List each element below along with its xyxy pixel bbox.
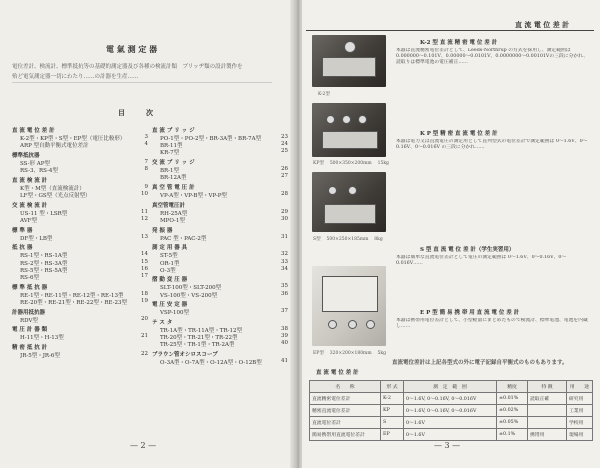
toc-entry-page: 39	[281, 333, 288, 340]
table-cell: 学校用	[567, 417, 593, 429]
toc-entry-name: OR-1型	[160, 260, 180, 267]
toc-entry[interactable]	[160, 308, 288, 316]
table-header-row	[310, 381, 593, 393]
toc-entry-name: O-3A型・O-7A型・O-12A型・O-12B型	[160, 360, 262, 367]
knob-icon	[348, 186, 357, 195]
toc-entry-page: 3	[144, 134, 148, 140]
table-cell: 直流電位差計	[310, 417, 381, 429]
toc-entry[interactable]	[160, 148, 288, 156]
toc-entry-page: 20	[141, 315, 148, 322]
toc-entry-page: 40	[281, 340, 288, 347]
ep-potentiometer-photo	[312, 266, 386, 346]
toc-entry[interactable]	[160, 358, 288, 366]
toc-entry-page: 7	[144, 158, 148, 165]
toc-entry[interactable]	[20, 333, 148, 341]
toc-section-heading: 発 振 器	[152, 227, 173, 234]
instrument-panel	[324, 204, 376, 224]
toc-entry-name: O-3型	[160, 267, 176, 274]
section-title-ep: E P 型 簡 易 携 帯 用 直 流 電 位 差 計	[420, 310, 520, 316]
toc-section-heading: 直 流 検 流 計	[12, 177, 48, 184]
section-text-ep: 本器は携帯用電位差計として、小型軽量にまとめたもので検流計、標準電池、電池を内蔵し……	[396, 318, 588, 330]
table-caption: 直 流 電 位 差 計	[316, 370, 359, 376]
table-cell: ±0.01%	[497, 393, 528, 405]
toc-section-heading: 真空管電圧計	[152, 202, 186, 209]
toc-entry-name: BR-12A型	[160, 175, 187, 182]
toc-entry-page: 32	[281, 251, 288, 258]
toc-section-heading: ブラウン管オシロスコープ	[152, 352, 218, 359]
toc-section-heading: 真 空 管 電 圧 計	[152, 185, 195, 191]
table-cell: 簡易携帯用直流電位差計	[310, 429, 381, 441]
table-cell: 現場用	[567, 429, 593, 441]
toc-entry-name: SS-形 AP型	[20, 160, 50, 167]
toc-section-heading: 交 流 検 流 計	[12, 202, 48, 209]
toc-entry-name: VP-A型・VP-B型・VP-P型	[160, 193, 227, 199]
table-header: 精度	[497, 381, 528, 393]
toc-entry-page: 27	[281, 173, 288, 180]
table-cell	[528, 405, 567, 417]
toc-entry-name: VS-100型・VS-200型	[160, 292, 218, 299]
table-header: 特 徴	[528, 381, 567, 393]
table-cell: EP	[381, 429, 404, 441]
toc-entry-name: VSP-100型	[160, 310, 189, 317]
table-row	[310, 417, 593, 429]
toc-entry-name: KR-7型	[160, 150, 180, 157]
left-page	[0, 0, 294, 468]
table-cell: KP	[381, 405, 404, 417]
toc-entry-page: 13	[141, 233, 148, 240]
toc-entry-page: 14	[141, 251, 148, 258]
toc-section-heading: 標 準 器	[12, 227, 33, 234]
toc-entry-name: RS-2型・RS-3A型	[20, 260, 68, 267]
toc-entry[interactable]	[20, 166, 148, 174]
toc-entry-page: 10	[141, 191, 148, 197]
table-note: 直流電位差計は上記各型式の外に電子記録自平衡式のものもあります。	[392, 360, 568, 366]
toc-entry-page: 18	[141, 290, 148, 297]
spec-table	[309, 380, 593, 441]
toc-entry[interactable]	[160, 291, 288, 299]
photo-caption-s: S型 500×250×185mm 8kg	[313, 237, 383, 242]
toc-entry[interactable]	[20, 316, 148, 324]
toc-entry-page: 41	[281, 358, 288, 365]
toc-section-heading: テ ス タ	[152, 320, 173, 326]
toc-entry-page: 23	[281, 134, 288, 140]
instrument-panel	[322, 57, 376, 77]
toc-entry-name: MPO-1型	[160, 217, 185, 224]
toc-section-heading: 標準抵抗器	[12, 152, 40, 159]
toc-entry-name: AVF型	[20, 217, 37, 224]
toc-section-heading: 摺 動 変 圧 器	[152, 277, 188, 284]
toc-section-heading: 電 圧 計 器 類	[12, 327, 48, 334]
photo-caption-k2: K-2型	[318, 92, 330, 97]
header-rule	[306, 30, 594, 31]
toc-entry-name: ST-5型	[160, 253, 178, 260]
table-cell: K-2	[381, 393, 404, 405]
toc-entry-name: RS-3、RS-4型	[20, 168, 58, 175]
toc-entry[interactable]	[20, 234, 148, 242]
s-potentiometer-photo	[312, 172, 386, 232]
toc-entry-name: PAC 型・PAC-2型	[160, 235, 207, 242]
toc-entry-page: 25	[281, 148, 288, 155]
table-cell: 0～1.6V	[404, 417, 497, 429]
toc-entry-name: RH-25A型	[160, 210, 188, 217]
toc-entry-name: RS-1型・RS-1A型	[20, 253, 68, 260]
left-page-heading: 電 氣 測 定 器	[106, 44, 158, 54]
toc-entry-name: SLT-100型・SLT-200型	[160, 285, 222, 292]
table-row	[310, 393, 593, 405]
knob-icon	[366, 320, 375, 329]
table-cell: 0～1.6V, 0～0.16V, 0～0.016V	[404, 393, 497, 405]
toc-entry[interactable]	[20, 191, 148, 199]
toc-entry-name: US-11 型・LSR型	[20, 210, 68, 217]
toc-entry-page: 16	[141, 265, 148, 272]
right-page-number: — 3 —	[434, 441, 461, 450]
toc-entry-name: ARP 型自動平衡式電位差計	[20, 143, 89, 150]
toc-entry[interactable]	[20, 298, 148, 306]
toc-entry-page: 34	[281, 265, 288, 272]
toc-entry-name: LF型・GS型（光点反射型）	[20, 193, 91, 199]
toc-entry-page: 28	[281, 191, 288, 197]
toc-section-heading: 電 圧 安 定 器	[152, 302, 188, 309]
photo-caption-kp: KP型 500×350×200mm 15kg	[313, 161, 389, 166]
toc-entry-name: RE-1型・RE-11型・RE-12型・RE-13型	[20, 292, 124, 299]
toc-entry-page: 30	[281, 215, 288, 222]
table-cell: 精密直流電位差計	[310, 405, 381, 417]
toc-entry-name: K型・M型（直流検流計）	[20, 185, 85, 192]
table-cell: S	[381, 417, 404, 429]
table-cell: 直流精密電位差計	[310, 393, 381, 405]
toc-section-heading: 測 定 用 器 具	[152, 245, 188, 252]
toc-entry-page: 37	[281, 308, 288, 315]
toc-entry-name: RDV型	[20, 317, 38, 324]
toc-entry-page: 8	[144, 166, 148, 173]
toc-entry-page: 29	[281, 208, 288, 215]
toc-entry[interactable]	[160, 266, 288, 274]
table-row	[310, 405, 593, 417]
instrument-panel	[322, 131, 378, 149]
toc-entry[interactable]	[20, 141, 148, 149]
toc-entry-name: JR-5型・JR-6型	[20, 352, 60, 359]
left-page-number: — 2 —	[130, 441, 157, 450]
toc-entry-name: K-2型・KP型・S型・EP型（電圧比較形）	[20, 136, 126, 142]
toc-entry-name: DF型・LB型	[20, 235, 53, 242]
table-cell: ±0.1%	[497, 429, 528, 441]
toc-section-heading: 交 流 ブ リ ッ ジ	[152, 160, 195, 167]
toc-entry-page: 26	[281, 166, 288, 173]
toc-entry-page: 31	[281, 233, 288, 240]
toc-entry-page: 9	[144, 183, 148, 190]
toc-entry-name: TR-25型・TR-1型・TR-2A型	[160, 342, 235, 349]
toc-entry-name: BR-11型	[160, 143, 183, 150]
dial-icon	[344, 41, 356, 53]
table-cell: ±0.05%	[497, 417, 528, 429]
section-title-k2: K-2 型 直 流 精 密 電 位 差 計	[420, 40, 498, 46]
knob-icon	[328, 320, 337, 329]
section-title-kp: K P 型 精 密 直 流 電 位 差 計	[420, 131, 498, 137]
table-cell	[528, 417, 567, 429]
toc-entry-page: 22	[141, 350, 148, 357]
toc-entry-page: 38	[281, 326, 288, 332]
toc-entry-page: 15	[141, 258, 148, 265]
toc-entry[interactable]	[160, 191, 288, 199]
section-text-s: 本器は簡単な直流電位差計として電圧の測定範囲は 0～1.6V、0～0.16V、0～0.016V……	[396, 255, 567, 267]
toc-entry-page: 33	[281, 258, 288, 265]
toc-entry-page: 11	[141, 208, 148, 215]
k2-potentiometer-photo	[312, 35, 386, 87]
intro-line-1: 電位差計、検流計、標準抵抗等の基礎的測定器及び各種の検流計類 ブリッヂ類の設計製作を	[12, 64, 243, 70]
table-cell: ±0.02%	[497, 405, 528, 417]
toc-entry-page: 36	[281, 290, 288, 297]
table-cell: 研究用	[567, 393, 593, 405]
section-text-k2: 本器は直流精密電位差計として、Leeds-Northrup の方式を採用し、測定範囲は 0.000000～0.101V、0.00000～0.0101V、0.0000000～0.00101Vの三段に分かれ、読取りは標準電池の電圧補正……	[396, 48, 589, 66]
table-cell: 読取正確	[528, 393, 567, 405]
table-cell: 0～1.6V	[404, 429, 497, 441]
toc-entry-name: RE-20型・RE-21型・RE-22型・RE-23型	[20, 299, 127, 306]
toc-entry-page: 21	[141, 333, 148, 340]
toc-entry[interactable]	[20, 351, 148, 359]
knob-icon	[342, 115, 351, 124]
section-title-s: S 型 直 流 電 位 差 計（学生実習用）	[420, 247, 515, 253]
toc-entry-name: TR-20型・TR-21型・TR-22型	[160, 335, 238, 342]
table-header: 形 式	[381, 381, 404, 393]
knob-icon	[358, 115, 367, 124]
knob-icon	[328, 186, 337, 195]
right-page-header: 直 流 電 位 差 計	[515, 20, 570, 29]
toc-entry[interactable]	[160, 173, 288, 181]
toc-entry-page: 24	[281, 141, 288, 148]
toc-entry-page: 4	[144, 141, 148, 148]
table-cell: 0～1.6V, 0～0.16V, 0～0.016V	[404, 405, 497, 417]
table-cell: 工業用	[567, 405, 593, 417]
toc-entry-page: 35	[281, 283, 288, 290]
toc-section-heading: 計器用抵抗器	[12, 309, 46, 316]
toc-section-heading: 抵 抗 器	[12, 245, 33, 252]
toc-entry[interactable]	[160, 340, 288, 348]
intro-line-2: 殆ど電気測定器一切にわたり……の計器を生産……	[12, 74, 139, 80]
toc-entry-name: PO-1型・PO-2型・BR-3A型・BR-7A型	[160, 136, 262, 142]
toc-entry-name: H-11型・H-13型	[20, 335, 64, 342]
toc-entry[interactable]	[160, 216, 288, 224]
toc-entry-name: TR-1A型・TR-11A型・TR-12型	[160, 328, 242, 334]
toc-entry-page: 12	[141, 215, 148, 222]
table-header: 名 称	[310, 381, 381, 393]
toc-entry-page: 19	[141, 297, 148, 304]
knob-icon	[326, 115, 335, 124]
toc-entry-name: BR-1型	[160, 168, 180, 175]
toc-entry[interactable]	[20, 273, 148, 281]
knob-icon	[348, 320, 357, 329]
toc-entry-page: 17	[141, 272, 148, 279]
toc-entry[interactable]	[160, 234, 288, 242]
meter-face	[322, 276, 378, 312]
toc-title: 目 次	[118, 108, 153, 117]
photo-caption-ep: EP型 320×200×180mm 5kg	[313, 351, 386, 356]
toc-section-heading: 標 準 抵 抗 器	[12, 284, 48, 291]
toc-entry[interactable]	[20, 216, 148, 224]
table-header: 用 途	[567, 381, 593, 393]
toc-section-heading: 精 密 抵 抗 計	[12, 344, 48, 351]
toc-section-heading: 直 流 ブ リ ッ ジ	[152, 128, 195, 134]
table-cell: 携帯用	[528, 429, 567, 441]
table-header: 測 定 範 囲	[404, 381, 497, 393]
toc-entry-name: RS-6型	[20, 274, 39, 281]
toc-section-heading: 直 流 電 位 差 計	[12, 128, 55, 134]
section-text-kp: 本器は電力又は直流電圧の測定用として直列型式の電位差計で測定範囲は 0～1.6V、0～0.16V、0～0.016V の三段に分かれ……	[396, 139, 588, 151]
intro-divider	[12, 82, 272, 83]
toc-entry-name: RS-5型・RS-5A型	[20, 267, 68, 274]
kp-potentiometer-photo	[312, 103, 386, 157]
table-row	[310, 429, 593, 441]
